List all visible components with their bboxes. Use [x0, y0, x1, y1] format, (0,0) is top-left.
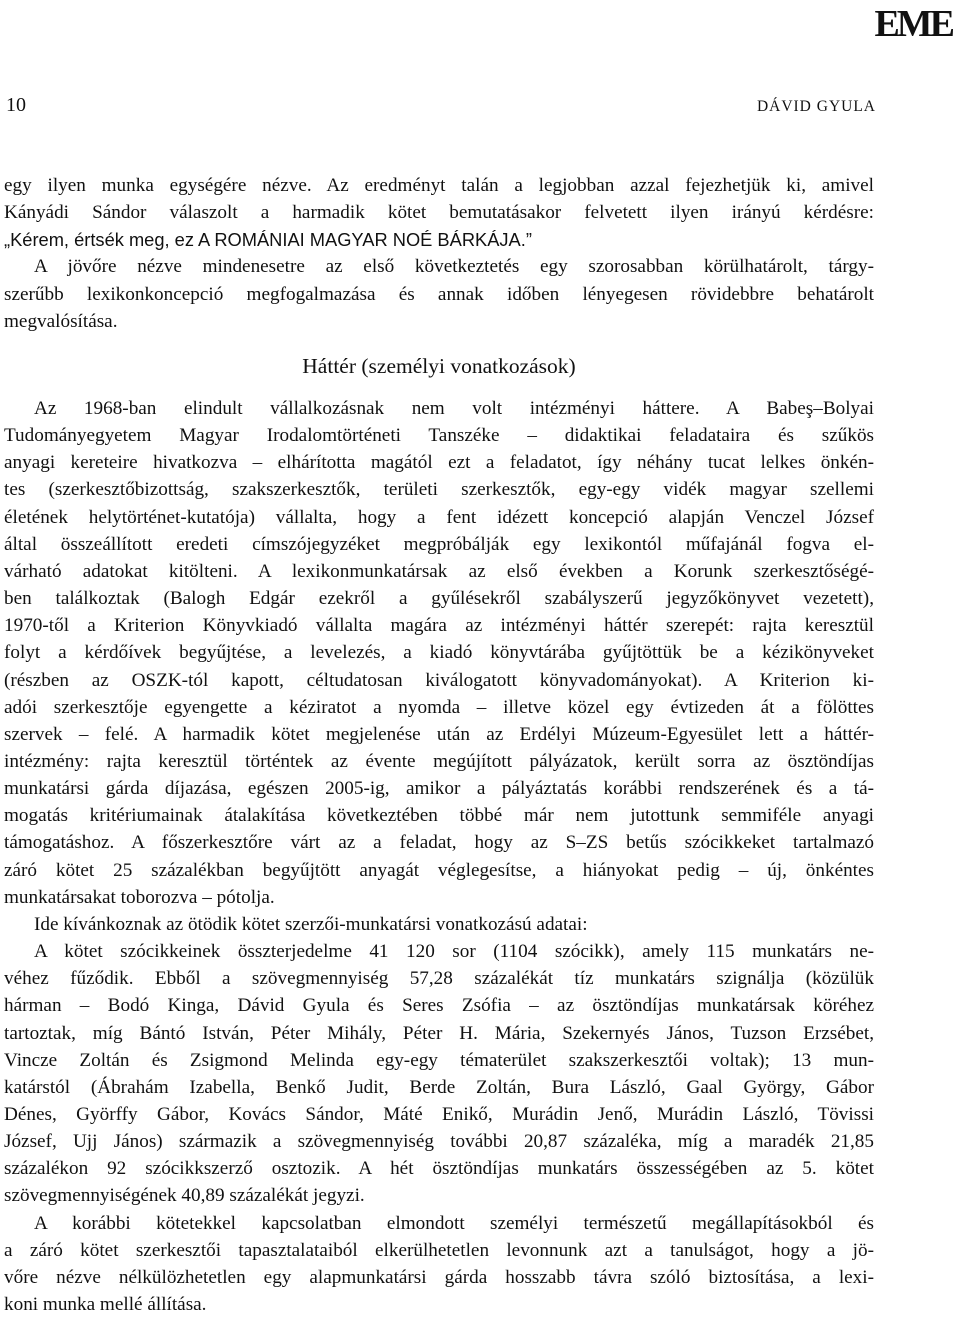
text-line: adói szerkesztője egyengette a kéziratot a nyomda – illetve közel egy évtizeden át a fölöttes — [4, 696, 874, 718]
text-line: (részben az OSZK-tól kapott, céltudatosan kiválogatott könyvadományokat). A Kriterion ki- — [4, 669, 874, 691]
text-line: Vincze Zoltán és Zsigmond Melinda egy-egy tématerület szakszerkesztői voltak); 13 mun- — [4, 1049, 874, 1071]
text-line: szervek – felé. A harmadik kötet megjelenése után az Erdélyi Múzeum-Egyesület lett a háttér- — [4, 723, 874, 745]
section-heading: Háttér (személyi vonatkozások) — [302, 353, 576, 378]
text-line: 1970-től a Kriterion Könyvkiadó vállalta magára az intézményi háttér szerepét: rajta keresztül — [4, 615, 874, 637]
text-line: A korábbi kötetekkel kapcsolatban elmondott személyi természetű megállapításokból és — [34, 1212, 874, 1234]
text-line: tartoztak, míg Bántó István, Péter Mihály, Péter H. Mária, Szekernyés János, Tuzson Erzsébet, — [4, 1022, 874, 1044]
text-line: intézmény: rajta keresztül történtek az évente megújított pályázatok, került sorra az ösztöndíjas — [4, 750, 874, 772]
text-line: ben találkoztak (Balogh Edgár ezekről a gyűlésekről szabályszerű jegyzőkönyvet vezetett), — [4, 588, 874, 610]
text-line: szövegmennyiségének 40,89 százalékát jegyzi. — [4, 1185, 365, 1207]
text-line: megvalósítása. — [4, 310, 118, 332]
text-line: József, Ujj János) származik a szövegmennyiség további 20,87 százaléka, míg a maradék 21,85 — [4, 1131, 874, 1153]
text-line: A jövőre nézve mindenesetre az első következtetés egy szorosabban körülhatárolt, tárgy- — [34, 256, 874, 278]
text-line: tes (szerkesztőbizottság, szakszerkesztők, területi szerkesztők, egy-egy vidék magyar szellemi — [4, 479, 874, 501]
text-line: Dénes, Györffy Gábor, Kovács Sándor, Máté Enikő, Murádin Jenő, Murádin László, Tövissi — [4, 1104, 874, 1125]
page-number: 10 — [6, 94, 26, 116]
text-line: a záró kötet szerkesztői tapasztalataiból elkerülhetetlen levonnunk azt a tanulságot, hogy a jö- — [4, 1239, 874, 1261]
text-line: munkatársakat toborozva – pótolja. — [4, 886, 275, 908]
paragraph-fifth-volume-intro — [4, 911, 874, 938]
text-line: katárstól (Ábrahám Izabella, Benkő Judit, Berde Zoltán, Bura László, Gaal György, Gábor — [4, 1076, 874, 1098]
paragraph-conclusion — [4, 253, 874, 334]
article-body — [4, 172, 874, 1318]
text-line: záró kötet 25 százalékban begyűjtött anyagát véglegesítse, a hiányokat pedig – új, önkéntes — [4, 859, 874, 881]
text-line: életének helytörténet-kutatója) vállalta, hogy a fent idézett koncepció alapján Venczel József — [4, 506, 874, 528]
text-line: folyt a kérdőívek begyűjtése, a levelezés, a kiadó könyvtárába gyűjtöttük be a kézikönyveket — [4, 642, 874, 664]
text-line: támogatáshoz. A főszerkesztőre várt az a feladat, hogy az S–ZS betűs szócikkeket tartalmazó — [4, 832, 874, 854]
text-line: Tudományegyetem Magyar Irodalomtörténeti Tanszéke – didaktikai feladataira és szűkös — [4, 425, 874, 447]
text-line: munkatársi gárda díjazása, egészen 2005-ig, amikor a pályáztatás korábbi rendszerének és a tá- — [4, 778, 874, 800]
text-line: koni munka mellé állítása. — [4, 1294, 207, 1316]
text-line: szerűbb lexikonkoncepció megfogalmazása és annak időben lényegesen rövidebbre behatárolt — [4, 283, 874, 305]
text-line: Ide kívánkoznak az ötödik kötet szerzői-munkatársi vonatkozású adatai: — [34, 913, 588, 935]
text-line: által összeállított eredeti címszójegyzéket megpróbálják egy lexikontól műfajánál fogva el- — [4, 533, 874, 555]
paragraph-background — [4, 395, 874, 911]
quotation: „Kérem, értsék meg, ez A ROMÁNIAI MAGYAR NOÉ BÁRKÁJA.” — [4, 229, 532, 251]
paragraph-statistics — [4, 938, 874, 1210]
text-line: anyagi kereteire hivatkozva – elhárította magától ezt a feladatot, így néhány tucat lelkes önkén- — [4, 452, 874, 474]
text-line: vőre nézve nélkülözhetetlen egy alapmunkatársi gárda hosszabb távra szóló biztosítása, a lexi- — [4, 1266, 874, 1288]
publisher-logo: EME — [874, 3, 952, 45]
running-head-author: DÁVID GYULA — [756, 98, 876, 115]
text-line: A kötet szócikkeinek összterjedelme 41 120 sor (1104 szócikk), amely 115 munkatárs ne- — [34, 941, 874, 963]
text-line: százalékon 92 szócikkszerző osztozik. A hét ösztöndíjas munkatárs összességében az 5. kötet — [4, 1158, 874, 1180]
paragraph-lessons — [4, 1210, 874, 1319]
text-line: hárman – Bodó Kinga, Dávid Gyula és Seres Zsófia – az ösztöndíjas munkatársak köréhez — [4, 995, 874, 1017]
text-line: Kányádi Sándor válaszolt a harmadik kötet bemutatásakor felvetett ilyen irányú kérdésre: — [4, 202, 874, 224]
intro-paragraph — [4, 172, 874, 253]
text-line: véhez fűződik. Ebből a szövegmennyiség 57,28 százalékát tíz munkatárs szignálja (közülük — [4, 968, 874, 990]
text-line: mogatás kritériumainak átalakítása következtében többé már nem jutottunk semmiféle anyagi — [4, 805, 874, 827]
text-line: egy ilyen munka egységére nézve. Az eredményt talán a legjobban azzal fejezhetjük ki, amivel — [4, 175, 874, 196]
text-line: várható adatokat kitölteni. A lexikonmunkatársak az első években a Korunk szerkesztőségé- — [4, 560, 874, 582]
text-line: Az 1968-ban elindult vállalkozásnak nem volt intézményi háttere. A Babeş–Bolyai — [34, 397, 874, 419]
